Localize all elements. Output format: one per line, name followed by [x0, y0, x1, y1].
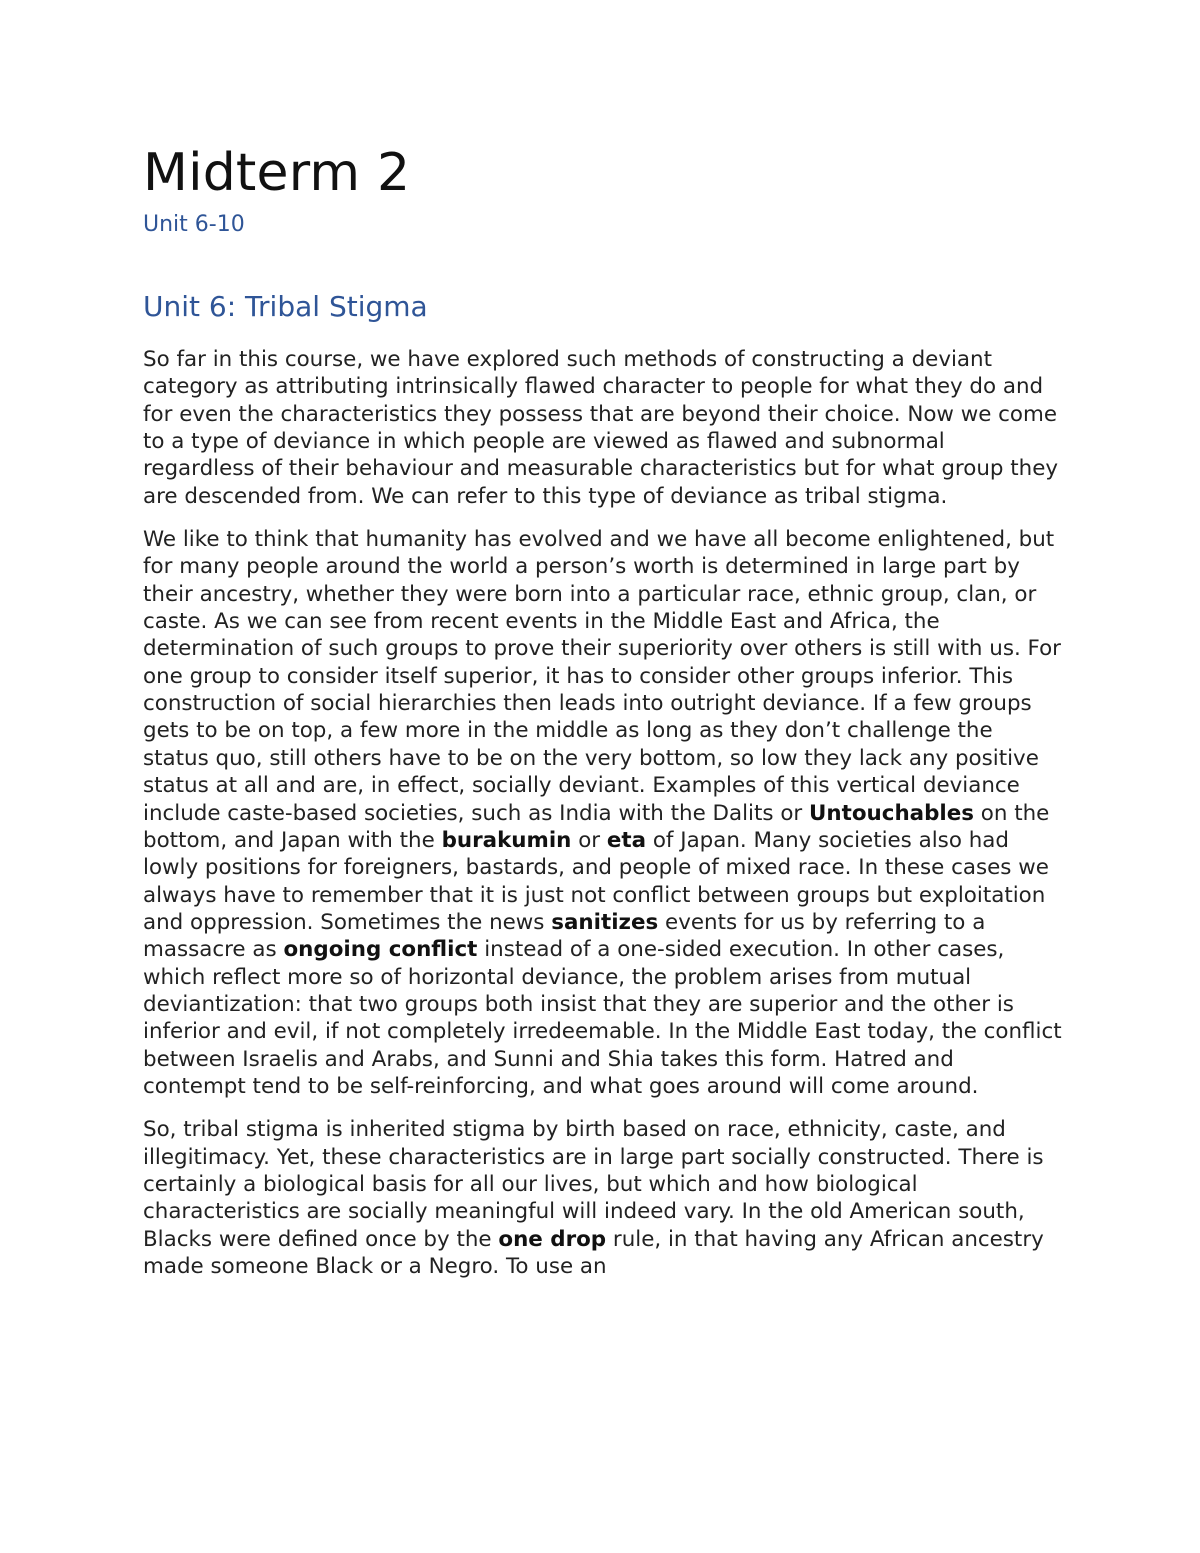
paragraph-2-text-4: of Japan. Many societies also had lowly positions for foreigners, bastards, and people of mixed race. In these cases we always have to remember that it is just not conflict between groups but exploitation and oppression. Sometimes the news: [143, 827, 1049, 935]
bold-term-ongoing-conflict: ongoing conflict: [283, 937, 478, 963]
bold-term-sanitizes: sanitizes: [551, 909, 659, 935]
bold-term-one-drop: one drop: [498, 1226, 607, 1252]
paragraph-2-text-6: instead of a one-sided execution. In other cases, which reflect more so of horizontal deviance, the problem arises from mutual deviantization: that two groups both insist that they are superior and the other is inferior and evil, if not completely irredeemable. In the Middle East today, the conflict between Israelis and Arabs, and Sunni and Shia takes this form. Hatred and contempt tend to be self-reinforcing, and what goes around will come around.: [143, 937, 1062, 1099]
bold-term-burakumin: burakumin: [441, 827, 572, 853]
document-page: [143, 140, 1063, 1280]
paragraph-2-text-5: events for us by referring to a massacre as: [143, 909, 986, 963]
paragraph-2-text-3: or: [571, 827, 607, 853]
paragraph-3-text-2: rule, in that having any African ancestry made someone Black or a Negro. To use an: [143, 1226, 1044, 1279]
bold-term-eta: eta: [606, 827, 647, 853]
paragraph-1: So far in this course, we have explored such methods of constructing a deviant category as attributing intrinsically flawed character to people for what they do and for even the characteristics they possess that are beyond their choice. Now we come to a type of deviance in which people are viewed as flawed and subnormal regardless of their behaviour and measurable characteristics but for what group they are descended from. We can refer to this type of deviance as tribal stigma.: [143, 347, 1059, 509]
paragraph-3: [143, 1116, 1063, 1280]
paragraph-2-text-1: We like to think that humanity has evolved and we have all become enlightened, but for many people around the world a person’s worth is determined in large part by their ancestry, whether they were born into a particular race, ethnic group, clan, or caste. As we can see from recent events in the Middle East and Africa, the determination of such groups to prove their superiority over others is still with us. For one group to consider itself superior, it has to consider other groups inferior. This construction of social hierarchies then leads into outright deviance. If a few groups gets to be on top, a few more in the middle as long as they don’t challenge the status quo, still others have to be on the very bottom, so low they lack any positive status at all and are, in effect, socially deviant. Examples of this vertical deviance include caste-based societies, such as India with the Dalits or: [143, 527, 1061, 826]
bold-term-untouchables: Untouchables: [809, 800, 974, 826]
section-heading: Unit 6: Tribal Stigma: [143, 290, 428, 323]
document-title: Midterm 2: [143, 143, 411, 203]
paragraph-2: [143, 526, 1063, 1100]
document-subtitle: Unit 6-10: [143, 212, 245, 237]
paragraph-2-text-2: on the bottom, and Japan with the: [143, 800, 1050, 853]
paragraph-3-text-1: So, tribal stigma is inherited stigma by birth based on race, ethnicity, caste, and illegitimacy. Yet, these characteristics are in large part socially constructed. There is certainly a biological basis for all our lives, but which and how biological characteristics are socially meaningful will indeed vary. In the old American south, Blacks were defined once by the: [143, 1117, 1044, 1252]
